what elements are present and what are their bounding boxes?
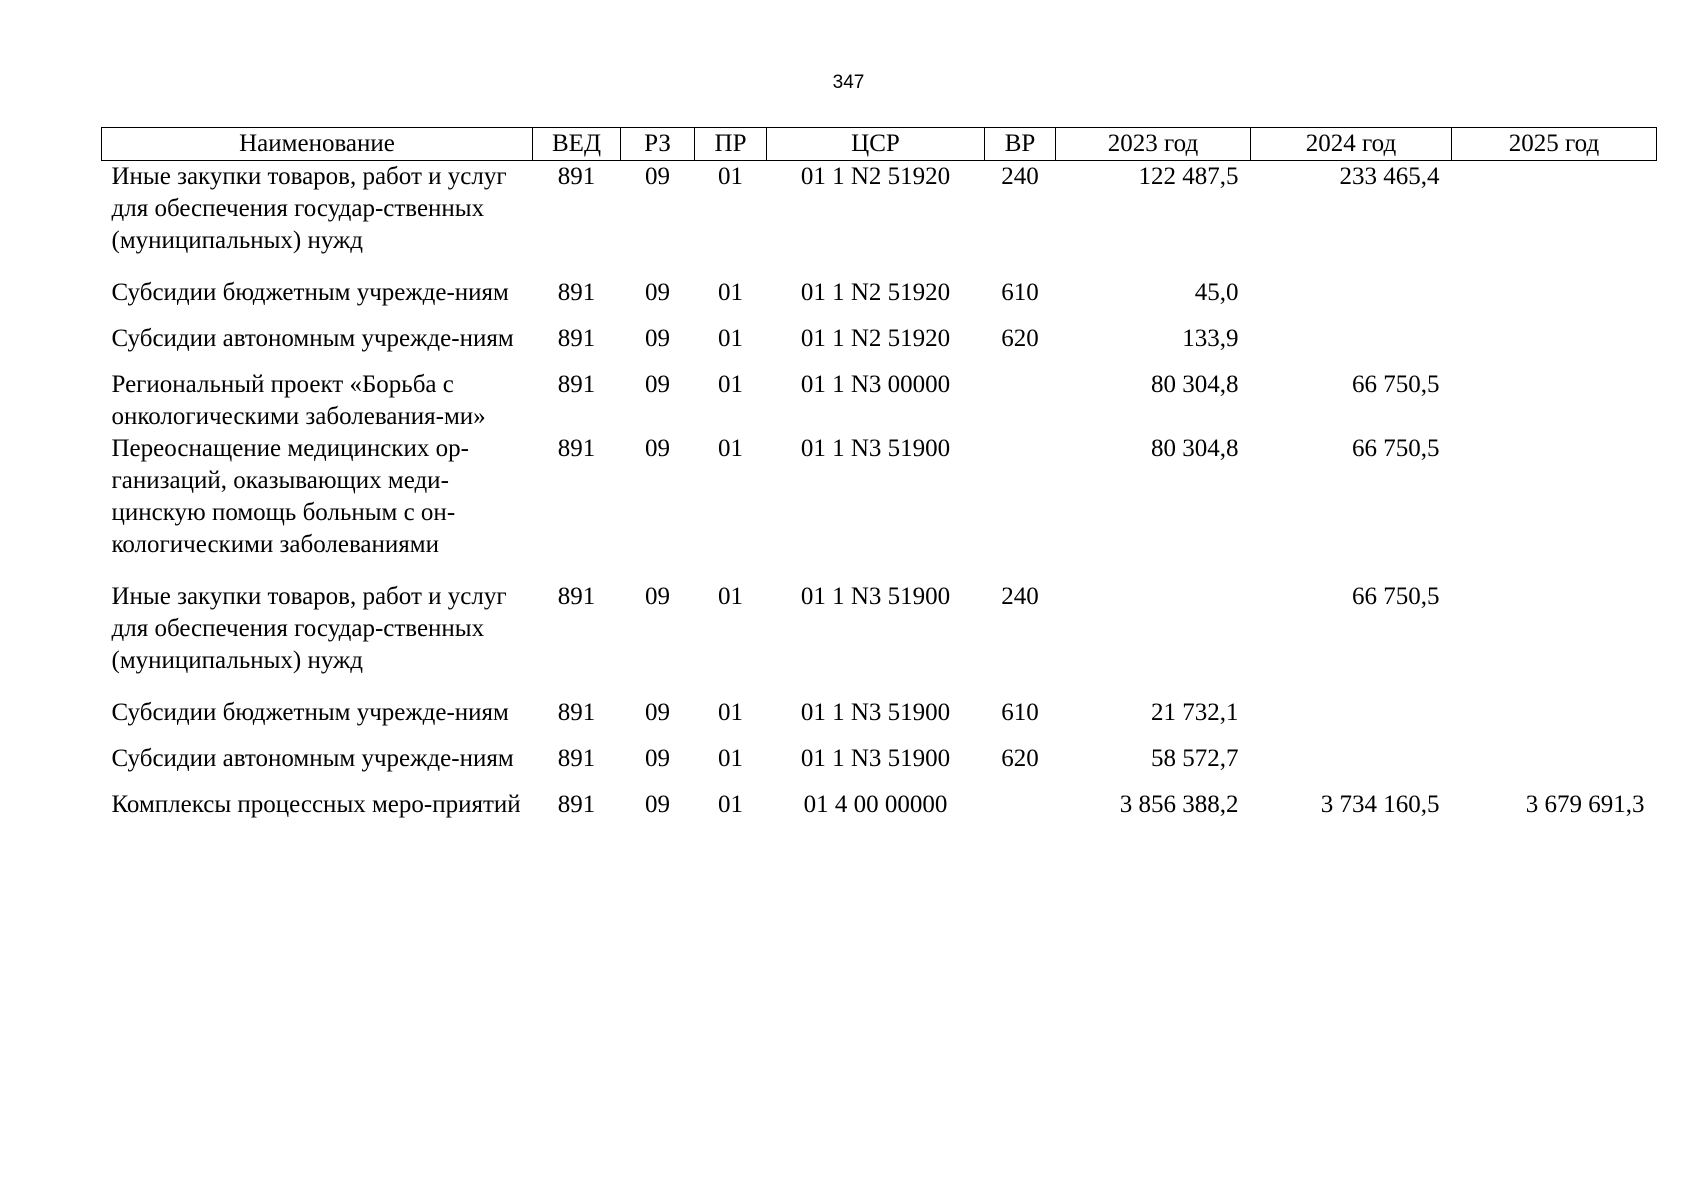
- cell-2025: [1452, 369, 1657, 433]
- cell-ved: 891: [557, 583, 596, 610]
- header-name: Наименование: [102, 128, 533, 161]
- cell-pr: 01: [718, 435, 743, 462]
- cell-vr: 240: [1001, 583, 1039, 610]
- cell-2023: 122 487,5: [1138, 163, 1239, 190]
- cell-2023: 21 732,1: [1151, 699, 1239, 726]
- table-row: [102, 433, 1657, 581]
- cell-vr: 610: [1001, 279, 1039, 306]
- header-vr: ВР: [985, 128, 1056, 161]
- cell-vr: 620: [1001, 325, 1039, 352]
- cell-2023: 45,0: [1194, 279, 1239, 306]
- cell-2024: 66 750,5: [1352, 583, 1440, 610]
- cell-2023: [1056, 581, 1251, 697]
- cell-csr: 01 1 N3 51900: [800, 435, 951, 462]
- table-header-row: [102, 128, 1657, 161]
- table-row: [102, 323, 1657, 369]
- table-row: [102, 743, 1657, 789]
- cell-csr: 01 1 N3 51900: [800, 699, 951, 726]
- table-row: [102, 789, 1657, 821]
- cell-name: Комплексы процессных меро-приятий: [111, 791, 521, 818]
- cell-csr: 01 1 N2 51920: [800, 163, 951, 190]
- cell-csr: 01 1 N2 51920: [800, 325, 951, 352]
- cell-2025: [1452, 743, 1657, 789]
- cell-pr: 01: [718, 583, 743, 610]
- cell-name: Субсидии бюджетным учрежде-ниям: [111, 699, 509, 726]
- cell-pr: 01: [718, 791, 743, 818]
- cell-pr: 01: [718, 745, 743, 772]
- cell-vr: 610: [1001, 699, 1039, 726]
- cell-name: Субсидии автономным учрежде-ниям: [111, 745, 514, 772]
- cell-vr: 240: [1001, 163, 1039, 190]
- cell-2025: [1452, 581, 1657, 697]
- cell-2024: 3 734 160,5: [1320, 791, 1440, 818]
- cell-csr: 01 1 N3 51900: [800, 583, 951, 610]
- cell-vr: [985, 433, 1056, 581]
- header-csr: ЦСР: [767, 128, 985, 161]
- cell-rz: 09: [645, 435, 670, 462]
- cell-rz: 09: [645, 791, 670, 818]
- cell-2024: [1251, 323, 1452, 369]
- cell-2024: 233 465,4: [1339, 163, 1440, 190]
- cell-pr: 01: [718, 279, 743, 306]
- cell-2025: [1452, 277, 1657, 323]
- cell-ved: 891: [557, 699, 596, 726]
- cell-2024: [1251, 743, 1452, 789]
- cell-pr: 01: [718, 371, 743, 398]
- cell-2025: 3 679 691,3: [1525, 791, 1645, 818]
- cell-rz: 09: [645, 325, 670, 352]
- cell-2024: [1251, 697, 1452, 743]
- cell-2023: 133,9: [1182, 325, 1239, 352]
- cell-name: Субсидии бюджетным учрежде-ниям: [111, 279, 509, 306]
- cell-rz: 09: [645, 583, 670, 610]
- cell-2024: 66 750,5: [1352, 435, 1440, 462]
- cell-rz: 09: [645, 163, 670, 190]
- cell-ved: 891: [557, 163, 596, 190]
- header-ved: ВЕД: [533, 128, 621, 161]
- cell-2023: 80 304,8: [1151, 435, 1239, 462]
- cell-name: Региональный проект «Борьба с онкологическими заболевания-ми»: [111, 371, 486, 430]
- cell-csr: 01 1 N3 00000: [800, 371, 951, 398]
- cell-rz: 09: [645, 745, 670, 772]
- cell-2024: 66 750,5: [1352, 371, 1440, 398]
- cell-pr: 01: [718, 163, 743, 190]
- cell-csr: 01 1 N2 51920: [800, 279, 951, 306]
- cell-name: Иные закупки товаров, работ и услуг для обеспечения государ-ственных (муниципальных) нужд: [111, 163, 507, 254]
- table-row: [102, 369, 1657, 433]
- cell-vr: [985, 369, 1056, 433]
- header-pr: ПР: [695, 128, 767, 161]
- cell-rz: 09: [645, 699, 670, 726]
- cell-ved: 891: [557, 745, 596, 772]
- cell-ved: 891: [557, 791, 596, 818]
- cell-rz: 09: [645, 371, 670, 398]
- cell-vr: 620: [1001, 745, 1039, 772]
- cell-ved: 891: [557, 435, 596, 462]
- cell-rz: 09: [645, 279, 670, 306]
- cell-csr: 01 4 00 00000: [803, 791, 948, 818]
- cell-csr: 01 1 N3 51900: [800, 745, 951, 772]
- header-2025: 2025 год: [1452, 128, 1657, 161]
- cell-2024: [1251, 277, 1452, 323]
- cell-name: Субсидии автономным учрежде-ниям: [111, 325, 514, 352]
- cell-2025: [1452, 161, 1657, 278]
- table-row: [102, 697, 1657, 743]
- cell-pr: 01: [718, 325, 743, 352]
- table-row: [102, 581, 1657, 697]
- cell-2025: [1452, 323, 1657, 369]
- header-2024: 2024 год: [1251, 128, 1452, 161]
- header-rz: РЗ: [621, 128, 695, 161]
- cell-pr: 01: [718, 699, 743, 726]
- cell-2023: 3 856 388,2: [1119, 791, 1239, 818]
- cell-ved: 891: [557, 325, 596, 352]
- cell-name: Переоснащение медицинских ор-ганизаций, оказывающих меди-цинскую помощь больным с он-кологическими заболеваниями: [111, 435, 469, 558]
- budget-table: [101, 127, 1657, 821]
- cell-2025: [1452, 697, 1657, 743]
- cell-2025: [1452, 433, 1657, 581]
- table-row: [102, 161, 1657, 278]
- cell-ved: 891: [557, 371, 596, 398]
- header-2023: 2023 год: [1056, 128, 1251, 161]
- cell-name: Иные закупки товаров, работ и услуг для обеспечения государ-ственных (муниципальных) нужд: [111, 583, 507, 674]
- cell-ved: 891: [557, 279, 596, 306]
- page-number: 347: [832, 72, 865, 93]
- cell-vr: [985, 789, 1056, 821]
- cell-2023: 80 304,8: [1151, 371, 1239, 398]
- cell-2023: 58 572,7: [1151, 745, 1239, 772]
- table-row: [102, 277, 1657, 323]
